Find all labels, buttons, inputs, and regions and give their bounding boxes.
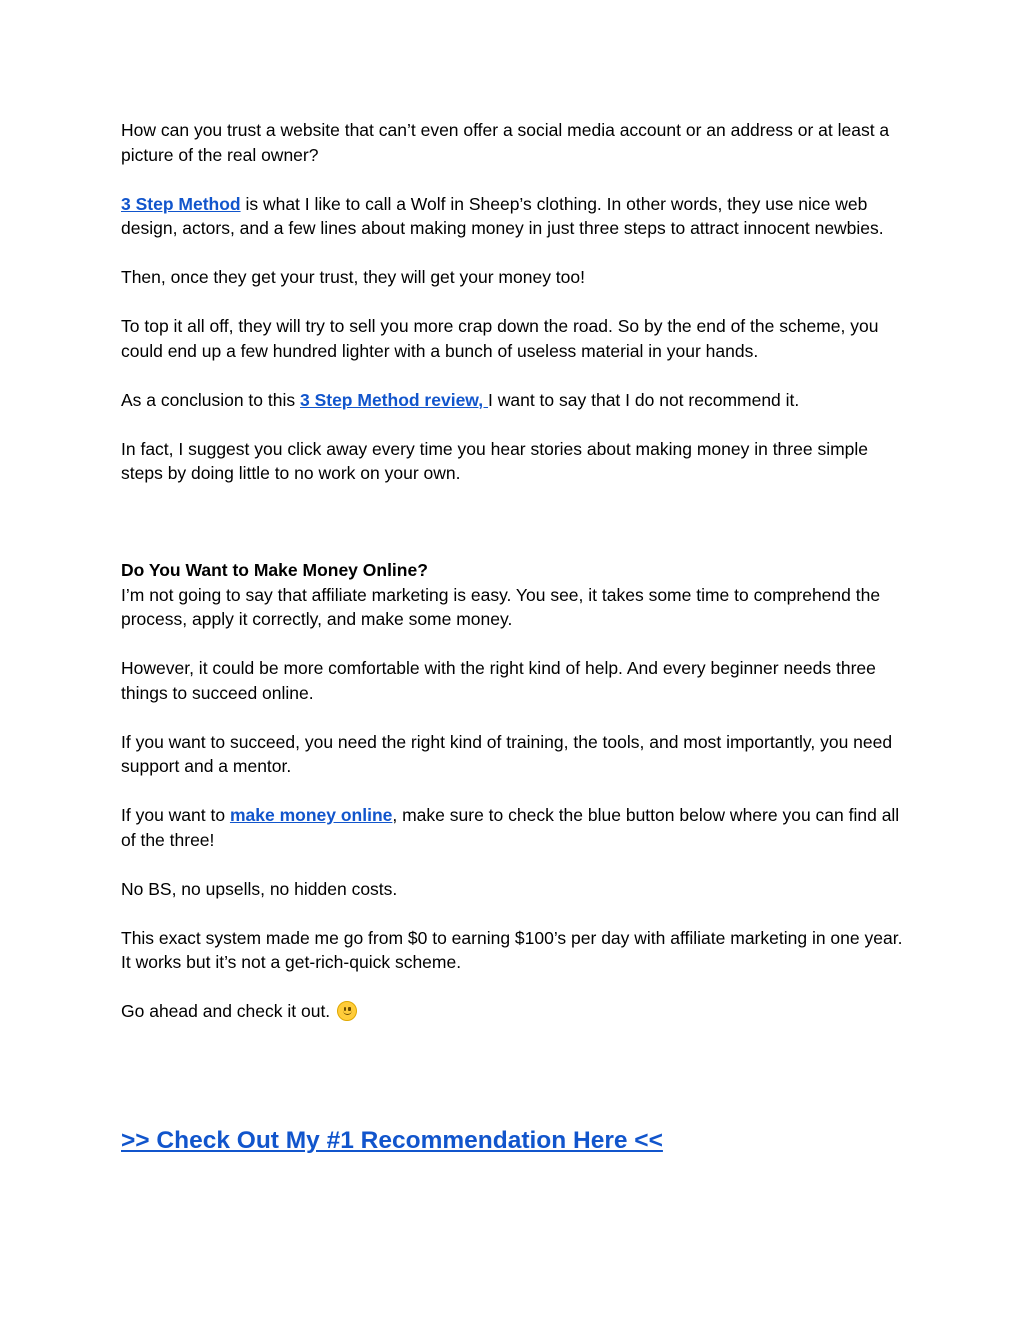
paragraph-affiliate-easy: I’m not going to say that affiliate marketing is easy. You see, it takes some time to comprehend the process, apply it correctly, and make some money. xyxy=(121,584,881,629)
paragraph-make-money xyxy=(121,803,911,852)
document-body xyxy=(121,118,911,1048)
paragraph-money: Then, once they get your trust, they will get your money too! xyxy=(121,267,585,287)
conclusion-text-after: I want to say that I do not recommend it. xyxy=(488,389,800,410)
paragraph-wolf-text: is what I like to call a Wolf in Sheep’s clothing. In other words, they use nice web design, actors, and a few lines about making money in just three steps to attract innocent newbies. xyxy=(121,193,884,238)
conclusion-text-before: As a conclusion to this xyxy=(121,389,300,410)
link-3-step-method-review[interactable]: 3 Step Method review, xyxy=(299,389,488,410)
paragraph-no-bs: No BS, no upsells, no hidden costs. xyxy=(121,878,398,899)
section-heading: Do You Want to Make Money Online? xyxy=(121,560,428,580)
paragraph-trust: How can you trust a website that can’t even offer a social media account or an address or at least a picture of the real owner? xyxy=(121,120,890,165)
paragraph-right-help: However, it could be more comfortable with the right kind of help. And every beginner needs three things to succeed online. xyxy=(121,658,876,703)
paragraph-upsell: To top it all off, they will try to sell you more crap down the road. So by the end of the scheme, you could end up a few hundred lighter with a bunch of useless material in your hands. xyxy=(121,316,879,361)
paragraph-exact-system: This exact system made me go from $0 to earning $100’s per day with affiliate marketing in one year. It works but it’s not a get-rich-quick scheme. xyxy=(121,927,903,972)
paragraph-check-it-out xyxy=(121,999,911,1024)
make-money-text-before: If you want to xyxy=(121,805,230,825)
spacer xyxy=(121,510,911,558)
make-money-text-after: , make sure to check the blue button below where you can find all of the three! xyxy=(121,805,900,850)
recommendation-cta-link[interactable]: >> Check Out My #1 Recommendation Here << xyxy=(121,1127,663,1154)
link-3-step-method[interactable]: 3 Step Method xyxy=(121,193,241,214)
paragraph-conclusion xyxy=(121,388,911,413)
paragraph-wolf xyxy=(121,192,911,241)
paragraph-click-away: In fact, I suggest you click away every time you hear stories about making money in three simple steps by doing little to no work on your own. xyxy=(121,438,869,483)
link-make-money-online[interactable]: make money online xyxy=(229,805,393,825)
check-it-out-text: Go ahead and check it out. xyxy=(121,1001,336,1021)
slightly-smiling-face-icon xyxy=(337,1001,357,1021)
paragraph-succeed: If you want to succeed, you need the right kind of training, the tools, and most importantly, you need support and a mentor. xyxy=(121,731,893,776)
